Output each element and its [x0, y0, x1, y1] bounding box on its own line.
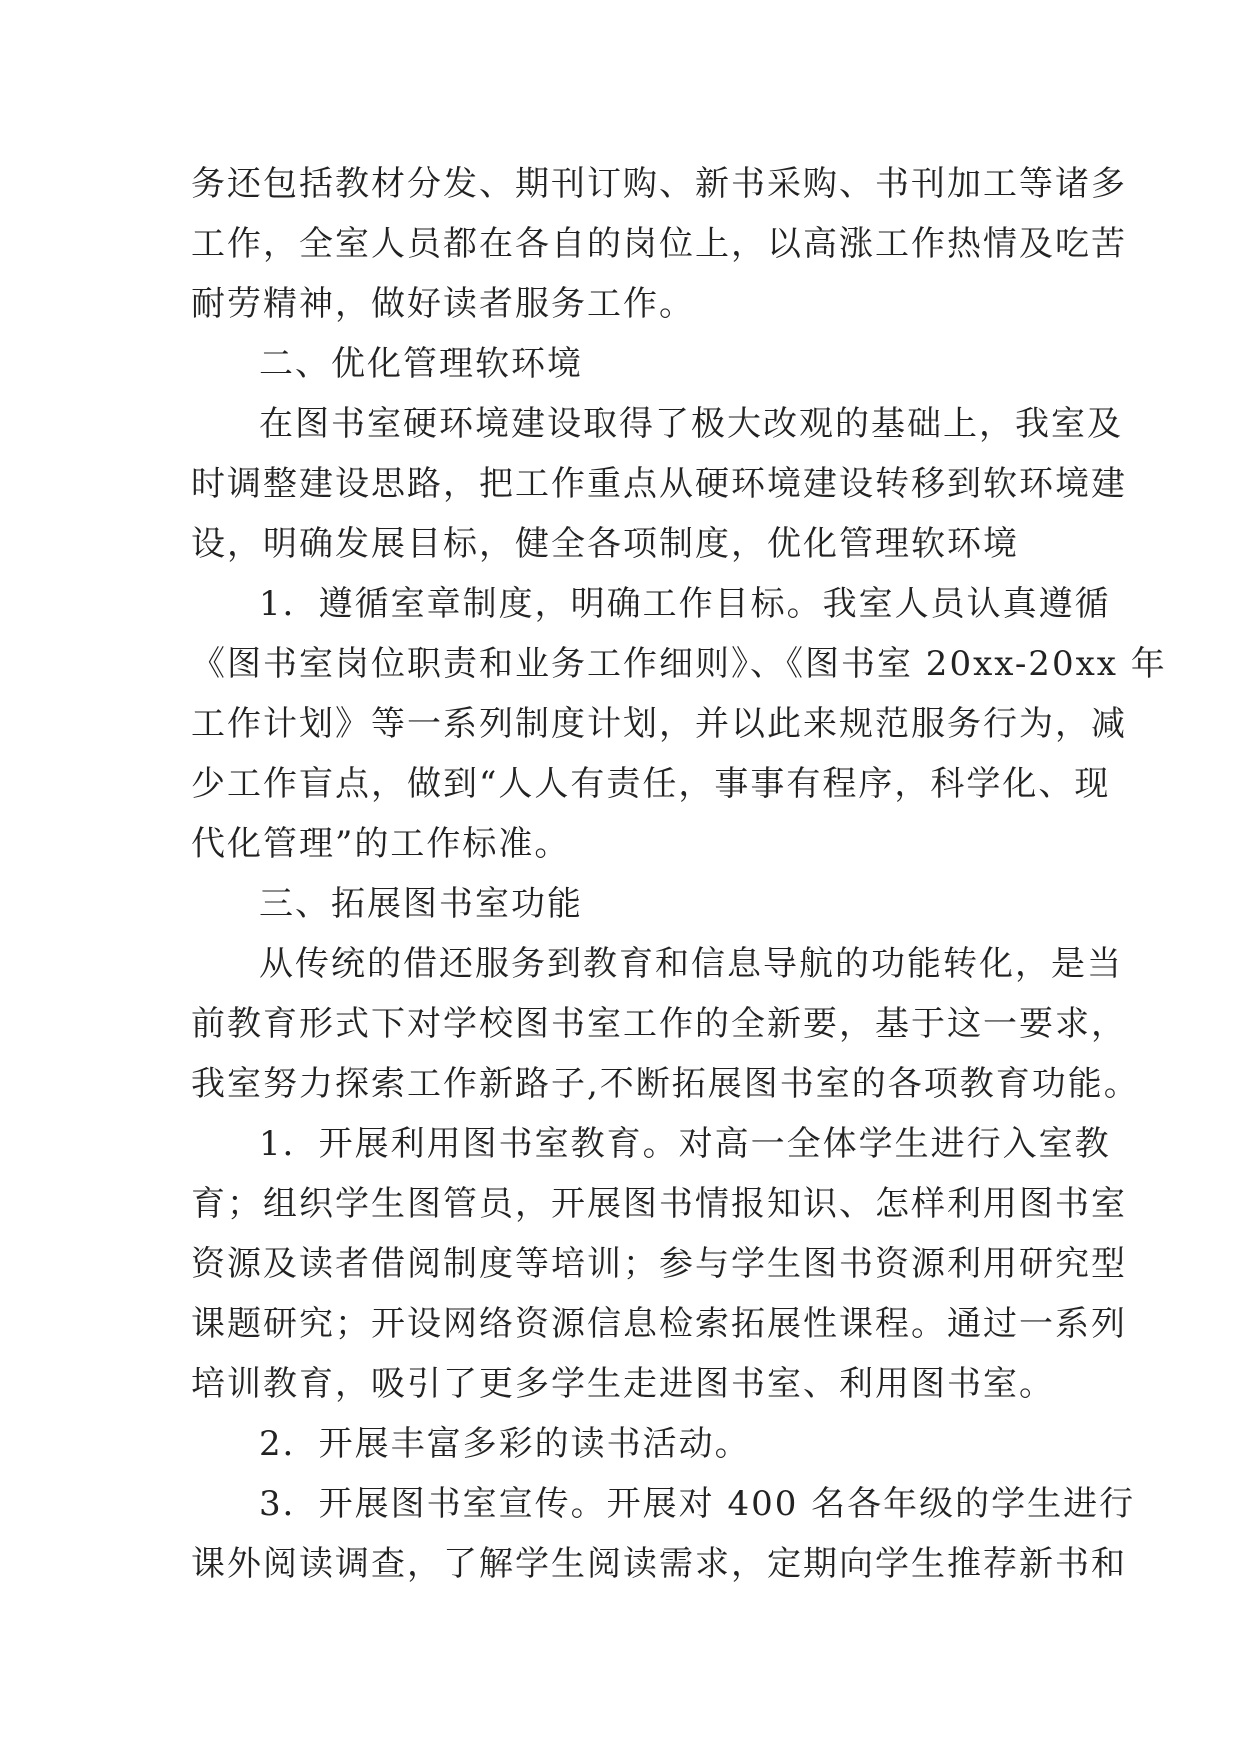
text-line: 从传统的借还服务到教育和信息导航的功能转化，是当 [259, 944, 1123, 984]
text-line: 三、拓展图书室功能 [259, 884, 583, 924]
text-line: 二、优化管理软环境 [259, 344, 583, 384]
text-line: 设，明确发展目标，健全各项制度，优化管理软环境 [191, 524, 1019, 564]
text-line: 少工作盲点，做到“人人有责任，事事有程序，科学化、现 [191, 764, 1111, 804]
text-line: 前教育形式下对学校图书室工作的全新要，基于这一要求， [191, 1004, 1127, 1044]
text-line: 工作计划》等一系列制度计划，并以此来规范服务行为，减 [191, 704, 1127, 744]
text-line: 《图书室岗位职责和业务工作细则》、《图书室 20xx-20xx 年 [191, 644, 1167, 684]
text-line: 在图书室硬环境建设取得了极大改观的基础上，我室及 [259, 404, 1123, 444]
text-line: 时调整建设思路，把工作重点从硬环境建设转移到软环境建 [191, 464, 1127, 504]
text-line: 培训教育，吸引了更多学生走进图书室、利用图书室。 [191, 1364, 1055, 1404]
body-text [191, 154, 1167, 1594]
text-line: 1．开展利用图书室教育。对高一全体学生进行入室教 [259, 1124, 1111, 1164]
text-line: 2．开展丰富多彩的读书活动。 [259, 1424, 751, 1464]
text-line: 育；组织学生图管员，开展图书情报知识、怎样利用图书室 [191, 1184, 1127, 1224]
text-line: 代化管理”的工作标准。 [191, 824, 571, 864]
text-line: 课外阅读调查，了解学生阅读需求，定期向学生推荐新书和 [191, 1544, 1127, 1584]
text-line: 耐劳精神，做好读者服务工作。 [191, 284, 695, 324]
text-line: 资源及读者借阅制度等培训；参与学生图书资源利用研究型 [191, 1244, 1127, 1284]
text-line: 课题研究；开设网络资源信息检索拓展性课程。通过一系列 [191, 1304, 1127, 1344]
text-line: 务还包括教材分发、期刊订购、新书采购、书刊加工等诸多 [191, 164, 1127, 204]
text-line: 工作，全室人员都在各自的岗位上，以高涨工作热情及吃苦 [191, 224, 1127, 264]
text-line: 我室努力探索工作新路子,不断拓展图书室的各项教育功能。 [191, 1064, 1140, 1104]
text-line: 1．遵循室章制度，明确工作目标。我室人员认真遵循 [259, 584, 1111, 624]
text-line: 3．开展图书室宣传。开展对 400 名各年级的学生进行 [259, 1484, 1136, 1524]
